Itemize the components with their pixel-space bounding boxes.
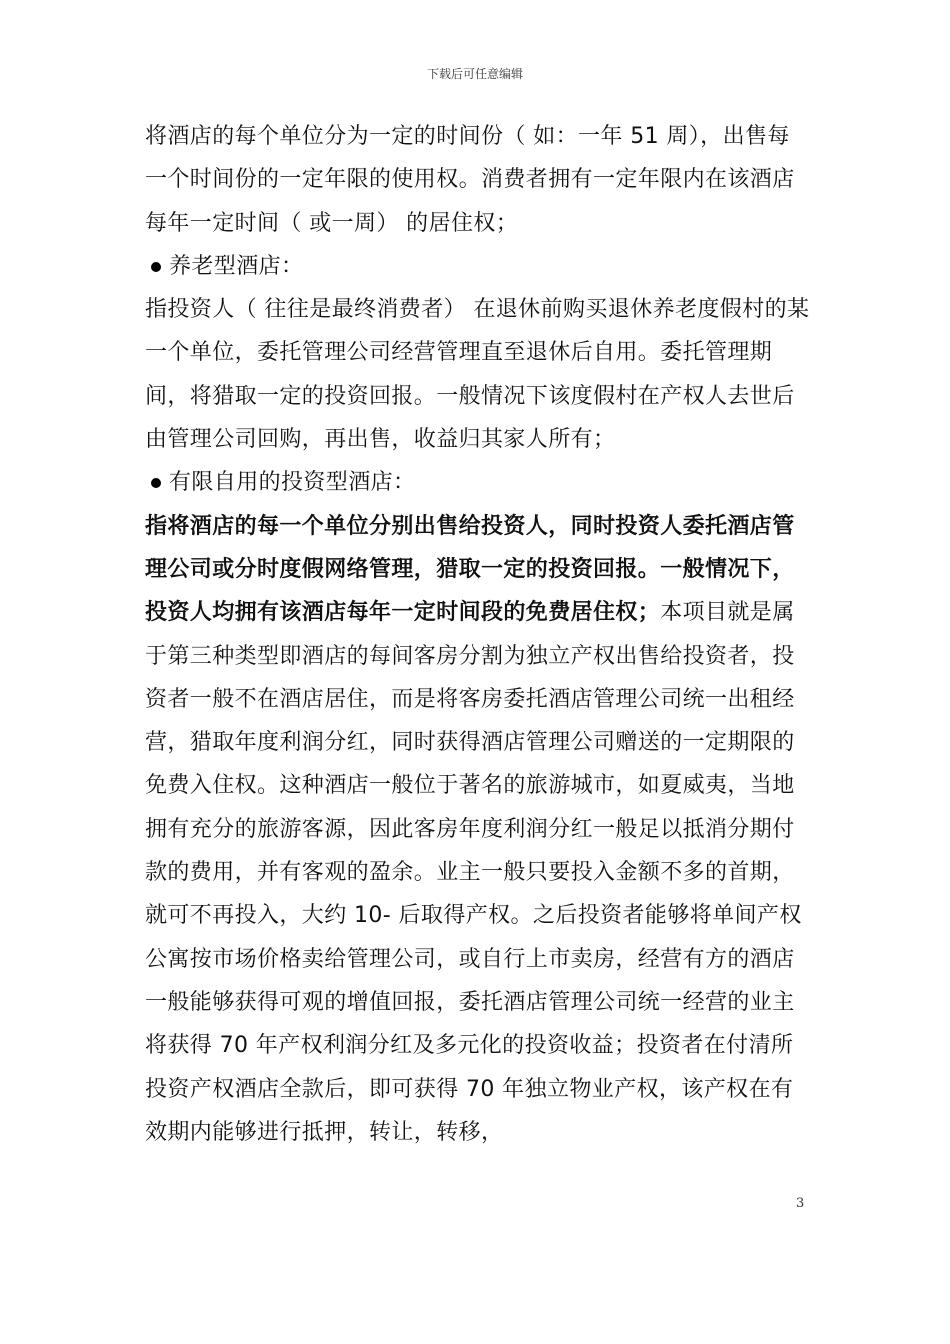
investment-bold-text: 指将酒店的每一个单位分别出售给投资人，同时投资人委托酒店管理公司或分时度假网络管理，猎取一定的投资回报。一般情况下，投资人均拥有该酒店每年一定时间段的免费居住权； — [145, 513, 795, 626]
retirement-paragraph: 指投资人（ 往往是最终消费者） 在退休前购买退休养老度假村的某一个单位，委托管理公司经营管理直至退休后自用。委托管理期间，将猎取一定的投资回报。一般情况下该度假村在产权人去世后由管理公司回购，再出售，收益归其家人所有； — [145, 297, 810, 453]
bullet-icon — [151, 262, 161, 272]
bullet-icon — [151, 478, 161, 488]
document-body — [145, 115, 810, 1154]
timeshare-paragraph: 将酒店的每个单位分为一定的时间份（ 如：一年 51 周），出售每一个时间份的一定年限的使用权。消费者拥有一定年限内在该酒店每年一定时间（ 或一周） 的居住权； — [145, 124, 795, 236]
retirement-heading-text: 养老型酒店： — [169, 253, 304, 279]
investment-heading-text: 有限自用的投资型酒店： — [169, 470, 416, 496]
investment-normal-text: 本项目就是属于第三种类型即酒店的每间客房分割为独立产权出售给投资者，投资者一般不在酒店居住，而是将客房委托酒店管理公司统一出租经营，猎取年度利润分红，同时获得酒店管理公司赠送的一定期限的免费入住权。这种酒店一般位于著名的旅游城市，如夏威夷，当地拥有充分的旅游客源，因此客房年度利润分红一般足以抵消分期付款的费用，并有客观的盈余。业主一般只要投入金额不多的首期，就可不再投入，大约 10- 后取得产权。之后投资者能够将单间产权公寓按市场价格卖给管理公司，或自行上市卖房，经营有方的酒店一般能够获得可观的增值回报，委托酒店管理公司统一经营的业主将获得 70 年产权利润分红及多元化的投资收益；投资者在付清所投资产权酒店全款后，即可获得 70 年独立物业产权，该产权在有效期内能够进行抵押，转让，转移， — [145, 600, 802, 1145]
page-header: 下载后可任意编辑 — [426, 67, 523, 81]
page-number: 3 — [796, 1196, 805, 1211]
retirement-heading — [145, 245, 810, 288]
investment-paragraph — [145, 505, 810, 1154]
investment-heading — [145, 461, 810, 504]
